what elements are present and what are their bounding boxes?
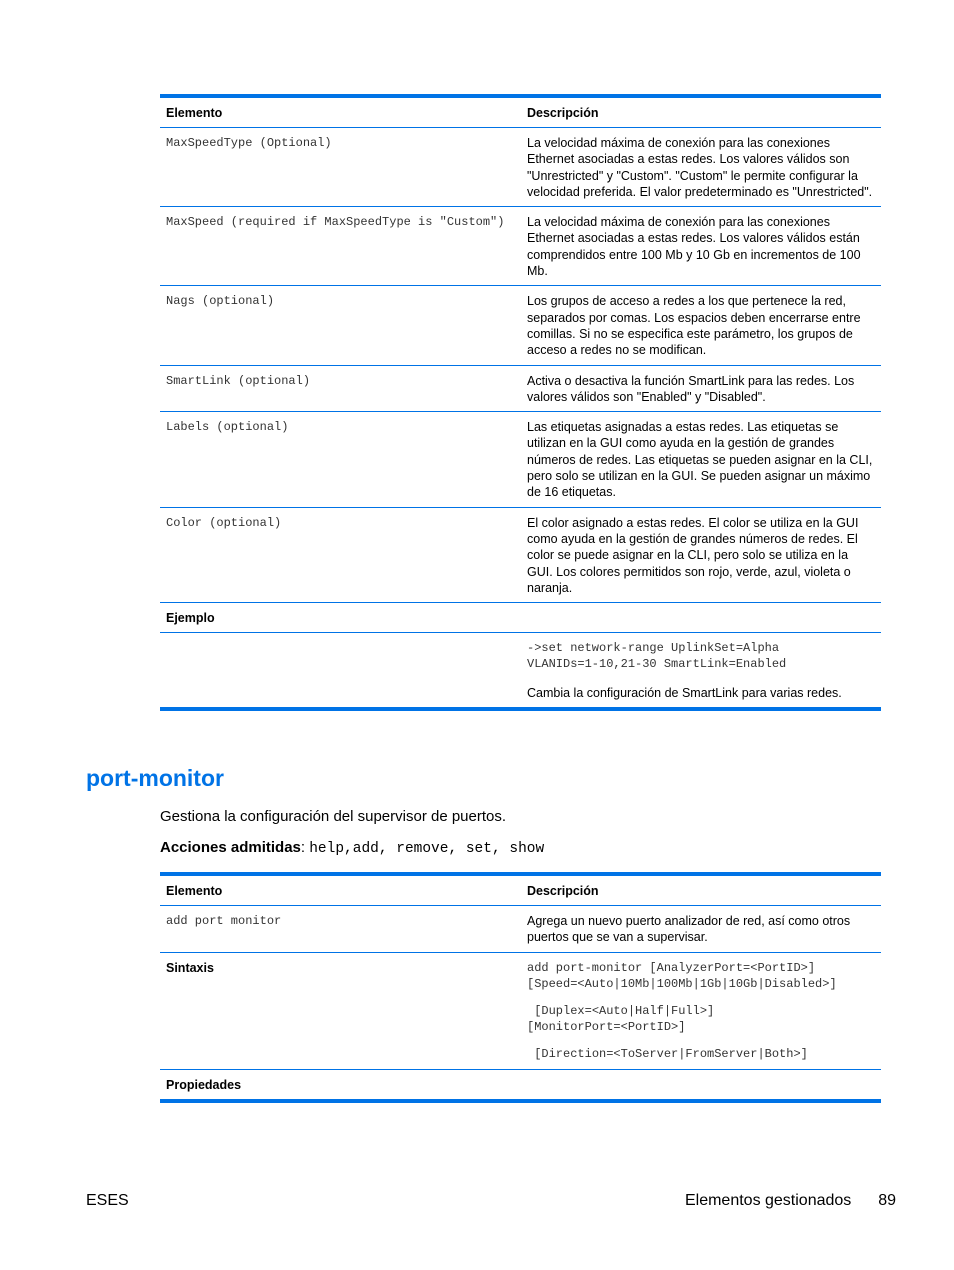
example-description: Cambia la configuración de SmartLink para varias redes. [527,685,842,700]
element-description: Los grupos de acceso a redes a los que pertenece la red, separados por comas. Los espacios deben encerrarse entre comillas. Si no se especifica este parámetro, los grupos de acceso a redes no se modifican. [527,294,861,358]
actions-colon: : [300,839,306,856]
table-row [160,366,881,413]
footer-left: ESES [86,1192,129,1209]
table-row [160,128,881,207]
properties-row [160,1070,881,1099]
table-bottom-rule [160,707,881,711]
header-elemento: Elemento [166,106,223,120]
example-header-row [160,603,881,633]
header-elemento: Elemento [166,884,223,898]
actions-values: help,add, remove, set, show [309,841,545,857]
table-bottom-rule [160,1099,881,1103]
table-row [160,207,881,286]
element-name: MaxSpeed (required if MaxSpeedType is "Custom") [166,215,505,230]
table-row [160,286,881,365]
element-description: El color asignado a estas redes. El color se utiliza en la GUI como ayuda en la gestión de grandes números de redes. El color se puede asignar en la CLI, pero solo se utiliza en la GUI. Los colores permitidos son rojo, verde, azul, violeta o naranja. [527,515,859,595]
element-name: MaxSpeedType (Optional) [166,136,332,150]
table-row [160,508,881,603]
empty-cell [160,633,521,707]
example-content [521,633,881,707]
syntax-line: add port-monitor [AnalyzerPort=<PortID>] [Speed=<Auto|10Mb|100Mb|1Gb|10Gb|Disabled>] [527,960,837,991]
element-name: Nags (optional) [166,294,275,309]
syntax-label: Sintaxis [166,960,214,975]
element-name: Labels (optional) [166,420,289,435]
footer-right [685,1192,896,1210]
actions-label: Acciones admitidas [160,839,301,856]
footer-section-name: Elementos gestionados [684,1192,852,1209]
table-header-row [160,876,881,906]
empty-cell [521,603,881,632]
port-monitor-table [160,872,881,1103]
table-row [160,906,881,953]
element-name: SmartLink (optional) [166,373,311,388]
parameters-table [160,94,881,711]
element-name: add port monitor [166,914,282,928]
empty-cell [521,1070,881,1099]
syntax-row [160,953,881,1070]
supported-actions [160,839,544,857]
element-description: La velocidad máxima de conexión para las conexiones Ethernet asociadas a estas redes. Los valores válidos son "Unrestricted" y "Custom". "Custom" le permite configurar la velocidad preferida. El valor predeterminado es "Unrestricted". [527,136,873,199]
element-description: Activa o desactiva la función SmartLink para las redes. Los valores válidos son "Enabled" y "Disabled". [527,373,855,404]
page-number: 89 [878,1192,896,1209]
properties-label: Propiedades [166,1077,242,1092]
table-row [160,412,881,507]
example-label: Ejemplo [166,611,215,626]
element-name: Color (optional) [166,515,282,530]
syntax-line: [Duplex=<Auto|Half|Full>] [MonitorPort=<PortID>] [527,1004,715,1035]
header-descripcion: Descripción [527,106,599,120]
element-description: Las etiquetas asignadas a estas redes. Las etiquetas se utilizan en la GUI como ayuda en la gestión de grandes números de redes. Las etiquetas se pueden asignar en la CLI, pero solo se utilizan en la GUI. Se pueden asignar un máximo de 16 etiquetas. [527,420,873,500]
header-descripcion: Descripción [527,884,599,898]
section-title: port-monitor [86,765,224,791]
example-code: ->set network-range UplinkSet=Alpha VLANIDs=1-10,21-30 SmartLink=Enabled [527,641,787,672]
element-description: La velocidad máxima de conexión para las conexiones Ethernet asociadas a estas redes. Los valores válidos están comprendidos entre 100 Mb y 10 Gb en incrementos de 100 Mb. [527,215,861,279]
syntax-line: [Direction=<ToServer|FromServer|Both>] [527,1047,808,1062]
element-description: Agrega un nuevo puerto analizador de red, así como otros puertos que se van a supervisar. [527,914,851,945]
table-header-row [160,98,881,128]
example-row [160,633,881,707]
section-intro: Gestiona la configuración del supervisor de puertos. [160,808,507,825]
syntax-content [521,953,881,1069]
